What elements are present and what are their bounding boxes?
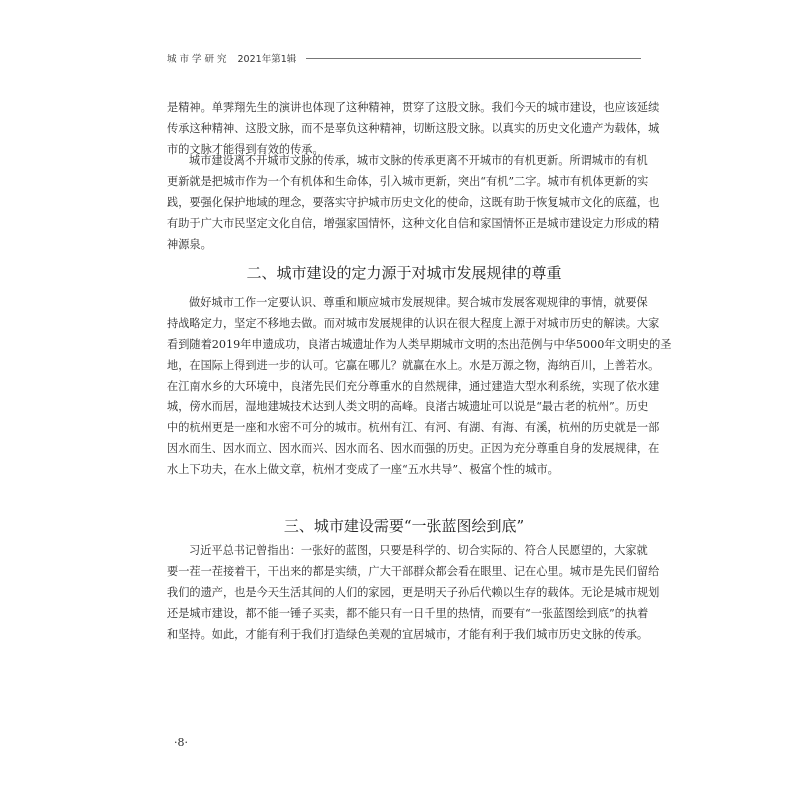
text-line: 更新就是把城市作为一个有机体和生命体，引入城市更新，突出“有机”二字。城市有机体更新的实 — [167, 174, 649, 188]
text-line: 持战略定力，坚定不移地去做。而对城市发展规律的认识在很大程度上源于对城市历史的解读。大家 — [167, 316, 660, 330]
text-line: 城，傍水而居，湿地建城技术达到人类文明的高峰。良渚古城遗址可以说是“最古老的杭州”。历史 — [167, 400, 649, 414]
text-line: 中的杭州更是一座和水密不可分的城市。杭州有江、有河、有湖、有海、有溪，杭州的历史就是一部 — [167, 421, 660, 435]
text-line: 有助于广大市民坚定文化自信，增强家国情怀，这种文化自信和家国情怀正是城市建设定力形成的精 — [167, 216, 660, 230]
section-heading: 三、城市建设需要“一张蓝图绘到底” — [283, 517, 525, 535]
text-line: 市的文脉才能得到有效的传承。 — [167, 142, 324, 156]
text-line: 传承这种精神、这股文脉，而不是辜负这种精神，切断这股文脉。以真实的历史文化遗产为载体，城 — [167, 121, 660, 135]
paragraph — [167, 293, 672, 481]
section-heading: 二、城市建设的定力源于对城市发展规律的尊重 — [246, 264, 562, 282]
text-line: 要一茬一茬接着干，干出来的都是实绩，广大干部群众都会看在眼里、记在心里。城市是先民们留给 — [167, 564, 660, 578]
text-line: 神源泉。 — [167, 237, 212, 251]
text-line: 因水而生、因水而立、因水而兴、因水而名、因水而强的历史。正因为充分尊重自身的发展规律，在 — [167, 442, 660, 456]
text-line: 我们的遗产，也是今天生活其间的人们的家园，更是明天子孙后代赖以生存的载体。无论是城市规划 — [167, 585, 660, 599]
text-line: 还是城市建设，都不能一锤子买卖，都不能只有一日千里的热情，而要有“一张蓝图绘到底”的执着 — [167, 606, 649, 620]
issue-label: 2021年第1辑 — [237, 54, 297, 65]
paragraph — [167, 541, 660, 645]
text-line: 水上下功夫，在水上做文章，杭州才变成了一座“五水共导”、极富个性的城市。 — [167, 463, 559, 477]
text-line: 践，要强化保护地域的理念，要落实守护城市历史文化的使命，这既有助于恢复城市文化的底蕴，也 — [167, 195, 660, 209]
text-line: 在江南水乡的大环境中，良渚先民们充分尊重水的自然规律，通过建造大型水利系统，实现了依水建 — [167, 379, 660, 393]
text-line: 做好城市工作一定要认识、尊重和顺应城市发展规律。契合城市发展客观规律的事情，就要保 — [189, 296, 648, 309]
header-rule — [306, 58, 641, 59]
text-line: 习近平总书记曾指出：一张好的蓝图，只要是科学的、切合实际的、符合人民愿望的，大家就 — [189, 544, 648, 557]
text-line: 城市建设离不开城市文脉的传承，城市文脉的传承更离不开城市的有机更新。所谓城市的有机 — [189, 154, 648, 167]
text-line: 是精神。单霁翔先生的演讲也体现了这种精神，贯穿了这股文脉。我们今天的城市建设，也应该延续 — [167, 101, 660, 114]
journal-name: 城市学研究 — [167, 54, 230, 65]
text-line: 地，在国际上得到进一步的认可。它赢在哪儿？就赢在水上。水是万源之物，海纳百川，上善若水。 — [167, 358, 660, 372]
paragraph — [167, 151, 660, 255]
running-header — [167, 50, 641, 66]
text-line: 看到随着2019年申遗成功，良渚古城遗址作为人类早期城市文明的杰出范例与中华5000年文明史的圣 — [167, 337, 672, 351]
text-line: 和坚持。如此，才能有利于我们打造绿色美观的宜居城市，才能有利于我们城市历史文脉的传承。 — [167, 627, 649, 641]
page-number: ·8· — [174, 736, 188, 749]
